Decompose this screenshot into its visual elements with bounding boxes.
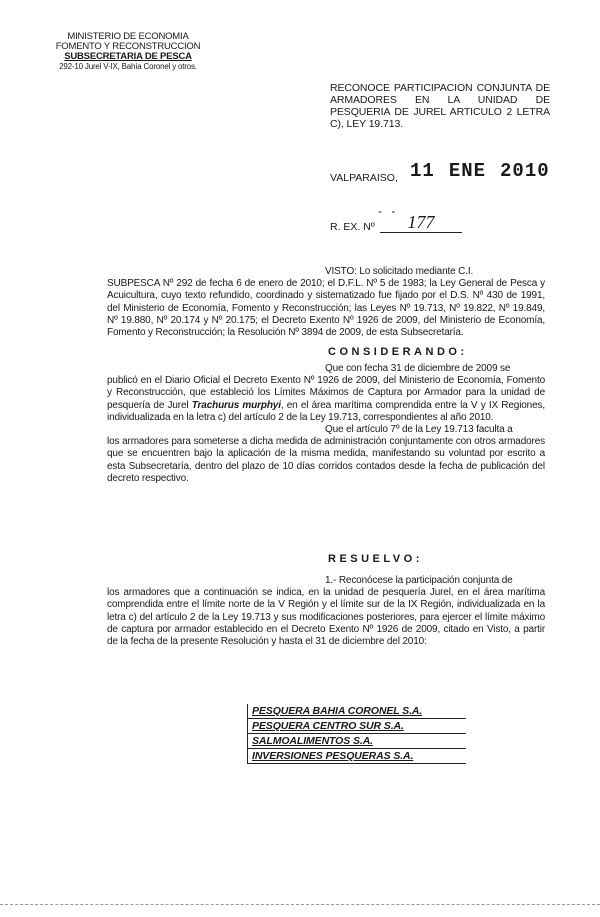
- considerando-heading: CONSIDERANDO:: [328, 346, 468, 358]
- stamp-day: 11: [410, 160, 435, 182]
- resolution-number: 177: [380, 212, 462, 233]
- firm-list: [247, 704, 466, 764]
- decorative-dashes: - -: [378, 204, 399, 218]
- considerando-p1-body: [107, 375, 545, 424]
- considerando-p2-lead: Que el artículo 7º de la Ley 19.713 faculta a: [325, 424, 513, 436]
- firm-item: SALMOALIMENTOS S.A.: [248, 734, 466, 749]
- species-name: Trachurus murphyi: [191, 399, 281, 411]
- visto-body: SUBPESCA Nº 292 de fecha 6 de enero de 2010; el D.F.L. Nº 5 de 1983; la Ley General de Pesca y Acuicultura, cuyo texto refundido, coordinado y sistematizado fue fijado por el D.S. Nº 430 de 1991, del Ministerio de Economía, Fomento y Reconstrucción; las Leyes Nº 19.713, Nº 19.822, Nº 19.849, Nº 19.880, Nº 20.174 y Nº 20.175; el Decreto Exento Nº 1926 de 2009, del Ministerio de Economía, Fomento y Reconstrucción; la Resolución Nº 3894 de 2009, de esta Subsecretaría.: [107, 278, 545, 339]
- considerando-p1-text-a: publicó en el Diario Oficial el Decreto Exento Nº 1926 de 2009, del Ministerio de Economía, Fomento y Reconstrucción, que estableció los Límites Máximos de Captura por Armador para la unidad de pesquería de Jurel: [107, 375, 545, 411]
- considerando-p1-text-b: , en el área marítima comprendida entre la V y IX Regiones, individualizada en la letra c) del artículo 2 de la Ley 19.713, correspondientes al año 2010.: [107, 399, 545, 423]
- resolution-label: R. EX. Nº: [330, 221, 375, 233]
- resuelvo-p1-body: los armadores que a continuación se indica, en la unidad de pesquería Jurel, en el área marítima comprendida entre el límite norte de la V Región y el límite sur de la IX Región, individualizada en la letra c) del artículo 2 de la Ley 19.713 y sus modificaciones posteriores, para ejercer el límite máximo de captura por armador establecido en el Decreto Exento Nº 1926 de 2009, citado en Visto, a partir de la fecha de la presente Resolución y hasta el 31 de diciembre del 2010:: [107, 587, 545, 648]
- resuelvo-p1-lead: 1.- Reconócese la participación conjunta de: [325, 575, 513, 586]
- considerando-p1-lead: Que con fecha 31 de diciembre de 2009 se: [325, 363, 511, 374]
- date-stamp: [410, 160, 550, 182]
- considerando-p2-body: los armadores para someterse a dicha medida de administración conjuntamente con otros armadores que se encuentren bajo la aplicación de la misma medida, manifestando su voluntad por escrito a esta Subsecretaría, dentro del plazo de 10 días corridos contados desde la fecha de publicación del decreto respectivo.: [107, 436, 545, 484]
- reference-code: 292-10 Jurel V-IX, Bahía Coronel y otros.: [59, 62, 197, 71]
- firm-item: INVERSIONES PESQUERAS S.A.: [248, 749, 466, 764]
- resuelvo-section: [107, 575, 545, 648]
- place-label: VALPARAISO,: [330, 172, 398, 184]
- stamp-month: ENE: [448, 160, 487, 182]
- page-bottom-edge: [0, 904, 600, 905]
- firm-item: PESQUERA BAHIA CORONEL S.A.: [248, 704, 466, 719]
- firm-item: PESQUERA CENTRO SUR S.A.: [248, 719, 466, 734]
- stamp-year: 2010: [500, 160, 550, 182]
- ministry-subtitle: FOMENTO Y RECONSTRUCCION: [55, 41, 201, 52]
- resuelvo-heading: RESUELVO:: [328, 553, 423, 565]
- ministry-name: MINISTERIO DE ECONOMIA: [67, 31, 189, 42]
- considerando-section: [107, 363, 545, 485]
- agency-name: SUBSECRETARIA DE PESCA: [64, 51, 192, 62]
- visto-lead: VISTO: Lo solicitado mediante C.I.: [325, 266, 474, 277]
- subject-title: RECONOCE PARTICIPACION CONJUNTA DE ARMADORES EN LA UNIDAD DE PESQUERIA DE JUREL ARTICULO 2 LETRA C), LEY 19.713.: [330, 82, 550, 130]
- letterhead: [28, 32, 228, 72]
- visto-section: [107, 266, 545, 339]
